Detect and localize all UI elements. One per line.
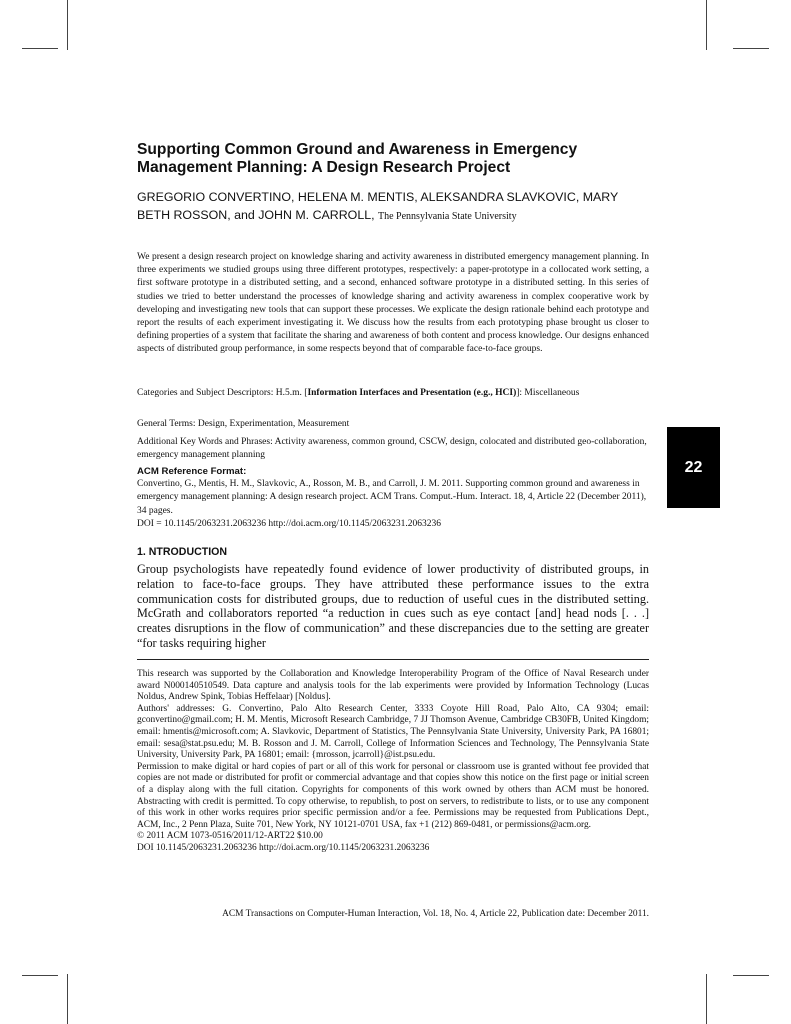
- paper-title-line: Supporting Common Ground and Awareness in Emergency: [137, 141, 578, 158]
- paper-title-line: Management Planning: A Design Research Project: [137, 159, 511, 176]
- categories-descriptors: [137, 387, 649, 400]
- intro-paragraph: Group psychologists have repeatedly found evidence of lower productivity of distributed groups, in relation to face-to-face groups. They have attributed these performance issues to the extra communication costs for distributed groups, due to reduction of useful cues in the distributed setting. McGrath and collaborators reported “a reduction in cues such as eye contact [and] head nods [. . .] creates disruptions in the flow of communication” and these discrepancies due to the setting are greater “for tasks requiring higher: [137, 562, 649, 650]
- ref-format-text: Convertino, G., Mentis, H. M., Slavkovic, A., Rosson, M. B., and Carroll, J. M. 2011. Supporting common ground and awareness in emergency management planning: A design research project. ACM Trans. Comput.-Hum. Interact. 18, 4, Article 22 (December 2011), 34 pages.: [137, 479, 647, 516]
- footnote-addresses: Authors' addresses: G. Convertino, Palo Alto Research Center, 3333 Coyote Hill Road, Palo Alto, CA 9304; email: gconvertino@gmail.com; H. M. Mentis, Microsoft Research Cambridge, 7 JJ Thomson Avenue, Cambridge CB30FB, United Kingdom; email: hmentis@microsoft.com; A. Slavkovic, Department of Statistics, The Pennsylvania State University, University Park, PA 16801; email: sesa@stat.psu.edu; M. B. Rosson and J. M. Carroll, College of Information Sciences and Technology, The Pennsylvania State University, University Park, PA 16801; email: {mrosson, jcarroll}@ist.psu.edu.: [137, 703, 649, 761]
- acm-reference-format: [137, 465, 649, 531]
- categories-bold: Information Interfaces and Presentation (e.g., HCI): [307, 388, 517, 398]
- keywords: Additional Key Words and Phrases: Activity awareness, common ground, CSCW, design, colocated and distributed geo-collaboration, emergency management planning: [137, 437, 647, 461]
- categories-suffix: ]: Miscellaneous: [516, 388, 580, 398]
- paper-title: [137, 141, 617, 177]
- author-list: [137, 188, 637, 226]
- crop-mark: [706, 974, 707, 1024]
- categories-prefix: Categories and Subject Descriptors: H.5.m. [: [137, 388, 308, 398]
- footnote-funding: This research was supported by the Collaboration and Knowledge Interoperability Program of the Office of Naval Research under award N000140510549. Data capture and analysis tools for the lab experiments were provided by Information Technology (Lucas Noldus, Andrew Spink, Tobias Heffelaar) [Noldus].: [137, 669, 649, 703]
- crop-mark: [67, 974, 68, 1024]
- crop-mark: [22, 975, 58, 976]
- general-terms: General Terms: Design, Experimentation, Measurement: [137, 419, 350, 429]
- crop-mark: [67, 0, 68, 50]
- ref-format-heading: ACM Reference Format:: [137, 466, 247, 477]
- footnote-doi: DOI 10.1145/2063231.2063236 http://doi.acm.org/10.1145/2063231.2063236: [137, 842, 430, 853]
- author-affiliation: The Pennsylvania State University: [378, 211, 517, 222]
- doi-line: DOI = 10.1145/2063231.2063236 http://doi.acm.org/10.1145/2063231.2063236: [137, 518, 441, 529]
- author-names: GREGORIO CONVERTINO, HELENA M. MENTIS, ALEKSANDRA SLAVKOVIC, MARY BETH ROSSON, and JOHN M. CARROLL,: [137, 190, 619, 222]
- running-footer: ACM Transactions on Computer-Human Interaction, Vol. 18, No. 4, Article 22, Publication date: December 2011.: [222, 909, 649, 919]
- article-number-tab: 22: [667, 427, 720, 508]
- crop-mark: [733, 48, 769, 49]
- crop-mark: [22, 48, 58, 49]
- footnotes: [137, 669, 649, 855]
- footnote-permission: Permission to make digital or hard copies of part or all of this work for personal or classroom use is granted without fee provided that copies are not made or distributed for profit or commercial advantage and that copies show this notice on the first page or initial screen of a display along with the full citation. Copyrights for components of this work owned by others than ACM must be honored. Abstracting with credit is permitted. To copy otherwise, to republish, to post on servers, to redistribute to lists, or to use any component of this work in other works requires prior specific permission and/or a fee. Permissions may be requested from Publications Dept., ACM, Inc., 2 Penn Plaza, Suite 701, New York, NY 10121-0701 USA, fax +1 (212) 869-0481, or permissions@acm.org.: [137, 761, 649, 830]
- abstract: We present a design research project on knowledge sharing and activity awareness in distributed emergency management planning. In three experiments we studied groups using three different prototypes, respectively: a paper-prototype in a collocated work setting, a first software prototype in a distributed setting, and a second, enhanced software prototype in a distributed setting. In this series of studies we tried to better understand the processes of knowledge sharing and activity awareness in complex cooperative work by developing and investigating new tools that can support these processes. We explicate the design rationale behind each prototype and report the results of each experiment investigating it. We discuss how the results from each prototyping phase brought us closer to defining properties of a system that facilitate the sharing and awareness of both content and process knowledge. Our designs enhanced aspects of distributed group performance, in some respects beyond that of comparable face-to-face groups.: [137, 252, 649, 355]
- crop-mark: [706, 0, 707, 50]
- footnote-divider: [137, 659, 649, 660]
- crop-mark: [733, 975, 769, 976]
- section-heading: 1. NTRODUCTION: [137, 546, 228, 558]
- footnote-copyright: © 2011 ACM 1073-0516/2011/12-ART22 $10.00: [137, 831, 323, 842]
